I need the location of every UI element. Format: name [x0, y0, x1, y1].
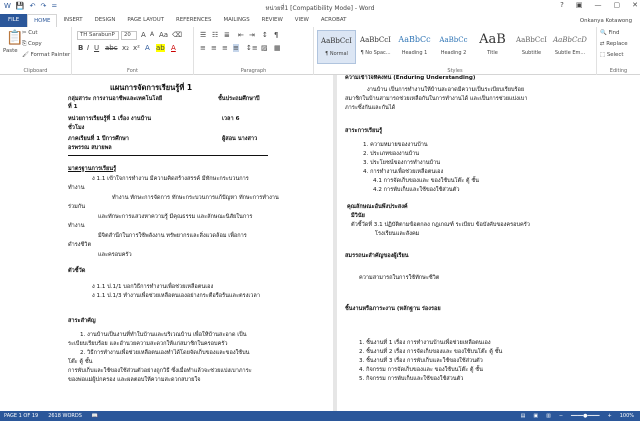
tab-insert[interactable]: INSERT	[63, 17, 83, 23]
cut-label: Cut	[28, 30, 38, 36]
font-color-icon[interactable]: A	[171, 44, 176, 52]
style-name: Heading 2	[440, 50, 467, 56]
style-sample: AaBbCc	[439, 36, 468, 44]
hours-text: ชั่วโมง	[68, 125, 85, 131]
minimize-icon[interactable]: —	[594, 1, 602, 9]
page-count[interactable]: PAGE 1 OF 19	[4, 413, 39, 419]
line-spacing-icon[interactable]: ↕≡	[246, 44, 258, 52]
proofing-icon[interactable]: 📖	[91, 413, 99, 419]
multilevel-list-icon[interactable]: ≣	[224, 31, 230, 39]
paragraph-label: Paragraph	[240, 68, 267, 74]
teacher-label: ผู้สอน นางสาว	[222, 136, 258, 142]
bold-icon[interactable]: B	[78, 44, 84, 52]
undo-icon[interactable]: ↶	[29, 2, 36, 10]
styles-label: Styles	[447, 68, 463, 74]
find-label: Find	[608, 30, 620, 36]
shading-icon[interactable]: ▨	[261, 44, 268, 52]
style-normal[interactable]	[317, 30, 356, 64]
style-sample: AaBbCcI	[516, 36, 547, 44]
bullets-icon[interactable]: ☰	[200, 31, 207, 39]
styles-group	[314, 27, 597, 75]
standard-line: ทำงาน ทักษะการจัดการ ทักษะกระบวนการแก้ปัญหา ทักษะการทำงาน	[112, 195, 279, 201]
subject-line: กลุ่มสาระ การงานอาชีพและเทคโนโลยี	[68, 96, 163, 102]
zoom-out-icon[interactable]: −	[558, 413, 564, 419]
change-case-icon[interactable]: Aa	[159, 31, 169, 39]
content-item: 2. ประเภทของงานบ้าน	[363, 151, 420, 157]
competency-heading: สมรรถนะสำคัญของผู้เรียน	[345, 253, 409, 259]
ribbon-tab-bar	[0, 14, 640, 27]
title-bar	[0, 0, 640, 14]
standard-line: ทำงาน	[68, 185, 85, 191]
core-line: 1. งานบ้านเป็นงานที่ทำในบ้านและบริเวณบ้าน เพื่อให้บ้านสะอาด เป็น	[80, 332, 247, 338]
competency-line: ความสามารถในการใช้ทักษะชีวิต	[359, 275, 440, 281]
tab-mailings[interactable]: MAILINGS	[223, 17, 250, 23]
read-mode-icon[interactable]: ▤	[520, 413, 526, 419]
paste-icon: 📋	[6, 30, 24, 46]
clear-format-icon[interactable]: ⌫	[172, 31, 182, 39]
standards-heading: มาตรฐานการเรียนรู้	[68, 166, 117, 172]
plan-heading: แผนการจัดการเรียนรู้ที่ 1	[110, 83, 193, 92]
editing-label: Editing	[609, 68, 628, 74]
justify-icon[interactable]: ≡	[233, 44, 239, 52]
replace-button[interactable]: ⇄ Replace	[600, 41, 628, 47]
text-effects-icon[interactable]: A	[145, 44, 150, 52]
superscript-icon[interactable]: x²	[133, 44, 140, 52]
core-line: โต๊ะ ตู้ ชั้น	[68, 359, 93, 365]
standard-line: ร่วมกัน	[68, 204, 86, 210]
strikethrough-icon[interactable]: abc	[105, 44, 118, 52]
zoom-in-icon[interactable]: +	[607, 413, 612, 419]
content-item: 1. ความหมายของงานบ้าน	[363, 142, 428, 148]
style-heading-2[interactable]	[434, 30, 473, 64]
style-heading-1[interactable]	[395, 30, 434, 64]
zoom-controls	[521, 413, 640, 419]
style-sample: AaBbCcI	[360, 36, 391, 44]
core-line: 2. วิธีการทำงานเพื่อช่วยเหลือตนเองทำได้โดยจัดเก็บของและของใช้บน	[80, 350, 250, 356]
content-heading: สาระการเรียนรู้	[345, 128, 383, 134]
numbering-icon[interactable]: ☷	[212, 31, 219, 39]
tab-page-layout[interactable]: PAGE LAYOUT	[127, 17, 165, 23]
style-title[interactable]	[473, 30, 512, 64]
subject-num: ที่ 1	[68, 104, 78, 110]
style-sample: AaB	[479, 32, 506, 47]
style-name: Subtle Em...	[554, 50, 586, 56]
style-name: Title	[487, 50, 498, 56]
style-sample: AaBbCc	[398, 35, 431, 44]
font-size-field[interactable]: 20	[121, 31, 137, 40]
indicator-line: ง 1.1 ป.1/3 ทำงานเพื่อช่วยเหลือตนเองอย่างกระตือรือร้นและตรงเวลา	[92, 293, 260, 299]
core-line: ระเบียบเรียบร้อย และอำนวยความสะดวกให้แก่สมาชิกในครอบครัว	[68, 341, 228, 347]
align-right-icon[interactable]: ≡	[222, 44, 228, 52]
word-logo-icon: W	[4, 2, 11, 10]
content-subitem: 4.1 การจัดเก็บของและ ของใช้บนโต๊ะ ตู้ ชั้น	[373, 178, 479, 184]
format-painter-button[interactable]: 🖌 Format Painter	[22, 52, 71, 58]
underline-icon[interactable]: U	[94, 44, 100, 52]
work-item: 3. ชิ้นงานที่ 3 เรื่อง การพับเก็บและใช้ของใช้ส่วนตัว	[359, 358, 483, 364]
replace-label: Replace	[606, 41, 628, 47]
pilcrow-icon[interactable]: ¶	[274, 31, 279, 39]
eu-line: ภาระซึ่งกันและกันได้	[345, 105, 396, 111]
core-line: การพับเก็บและใช้ของใช้ส่วนตัวอย่างถูกวิธี ซึ่งเมื่อทำแล้วจะช่วยแบ่งเบาภาระ	[68, 368, 252, 374]
standard-line: และทักษะการแสวงหาความรู้ มีคุณธรรม และลักษณะนิสัยในการ	[98, 214, 253, 220]
customize-qat-icon[interactable]: =	[51, 2, 58, 10]
align-center-icon[interactable]: ≡	[211, 44, 217, 52]
user-name[interactable]: Onkanya Kotawong	[579, 17, 632, 24]
style-name: Subtitle	[521, 50, 542, 56]
format-painter-label: Format Painter	[30, 52, 71, 58]
maximize-icon[interactable]: ▢	[613, 1, 621, 9]
attribute-subheading: มีวินัย	[351, 213, 365, 219]
eu-line: งานบ้าน เป็นการทำงานให้บ้านสะอาดมีความเป็นระเบียบเรียบร้อย	[367, 87, 525, 93]
indicator-line: ง 1.1 ป.1/1 บอกวิธีการทำงานเพื่อช่วยเหลือตนเอง	[92, 284, 214, 290]
eu-line: สมาชิกในบ้านสามารถช่วยเหลือกันในการทำงานได้ และเป็นการช่วยแบ่งเบา	[345, 96, 528, 102]
editing-group	[597, 27, 640, 75]
style-name: ¶ No Spac...	[360, 50, 391, 56]
standard-line: ดำรงชีวิต	[68, 242, 92, 248]
decrease-indent-icon[interactable]: ⇤	[238, 31, 244, 39]
window-controls	[560, 1, 638, 9]
standard-line: ทำงาน	[68, 223, 85, 229]
teacher-name: อรพรรณ สบายพล	[68, 145, 112, 151]
italic-icon[interactable]: I	[87, 44, 90, 52]
ribbon-display-icon[interactable]: ▣	[575, 1, 583, 9]
web-layout-icon[interactable]: ▥	[546, 413, 551, 419]
attribute-line: ตัวชี้วัดที่ 3.1 ปฏิบัติตามข้อตกลง กฎเกณฑ์ ระเบียบ ข้อบังคับของครอบครัว	[351, 222, 530, 228]
content-item: 4. การทำงานเพื่อช่วยเหลือตนเอง	[363, 169, 444, 175]
borders-icon[interactable]: ▦	[274, 44, 281, 52]
help-icon[interactable]: ?	[560, 1, 564, 9]
ribbon	[0, 27, 640, 75]
work-item: 1. ชิ้นงานที่ 1 เรื่อง การทำงานบ้านเพื่อช่วยเหลือตนเอง	[359, 340, 491, 346]
eu-heading: ความเข้าใจที่คงทน (Enduring Understanding)	[345, 75, 476, 81]
header-divider	[68, 155, 268, 156]
style-sample: AaBbCcI	[321, 37, 352, 45]
clipboard-group	[0, 27, 72, 75]
tab-design[interactable]: DESIGN	[94, 17, 116, 23]
work-item: 2. ชิ้นงานที่ 2 เรื่อง การจัดเก็บของและ ของใช้บนโต๊ะ ตู้ ชั้น	[359, 349, 503, 355]
tab-references[interactable]: REFERENCES	[176, 17, 212, 23]
sort-icon[interactable]: ↕	[262, 31, 268, 39]
print-layout-icon[interactable]: ▣	[533, 413, 539, 419]
unit-line: หน่วยการเรียนรู้ที่ 1 เรื่อง งานบ้าน	[68, 116, 152, 122]
tab-acrobat[interactable]: ACROBAT	[320, 17, 347, 23]
standard-line: มีจิตสำนึกในการใช้พลังงาน ทรัพยากรและสิ่งแวดล้อม เพื่อการ	[98, 233, 247, 239]
increase-indent-icon[interactable]: ⇥	[249, 31, 255, 39]
save-icon[interactable]: 💾	[15, 2, 25, 10]
tab-review[interactable]: REVIEW	[261, 17, 283, 23]
document-page-left[interactable]	[0, 75, 333, 411]
tab-home[interactable]: HOME	[27, 14, 57, 27]
style-subtitle[interactable]	[512, 30, 551, 64]
work-item: 5. กิจกรรม การพับเก็บและใช้ของใช้ส่วนตัว	[359, 376, 464, 382]
standard-line: ง 1.1 เข้าใจการทำงาน มีความคิดสร้างสรรค์ มีทักษะกระบวนการ	[92, 176, 249, 182]
core-line: ของพ่อแม่ผู้ปกครอง และผลตอบให้ความสะดวกสบายใจ	[68, 377, 201, 383]
copy-button[interactable]: ⎘ Copy	[22, 41, 42, 47]
content-subitem: 4.2 การพับเก็บและใช้ของใช้ส่วนตัว	[373, 187, 460, 193]
word-count[interactable]: 2618 WORDS	[48, 413, 82, 419]
level-text: ชั้นประถมศึกษาปี	[218, 96, 260, 102]
copy-label: Copy	[28, 41, 42, 47]
style-name: ¶ Normal	[325, 51, 348, 57]
font-label: Font	[127, 68, 138, 74]
font-group	[72, 27, 194, 75]
time-text: เวลา 6	[222, 116, 240, 122]
style-subtle-emphasis[interactable]	[551, 30, 589, 64]
close-icon[interactable]: ✕	[632, 1, 638, 9]
zoom-level[interactable]: 100%	[619, 413, 634, 419]
paste-button[interactable]: Paste	[3, 48, 18, 54]
semester-line: ภาคเรียนที่ 1 ปีการศึกษา	[68, 136, 129, 142]
content-item: 3. ประโยชน์ของการทำงานบ้าน	[363, 160, 441, 166]
indicators-heading: ตัวชี้วัด	[68, 268, 86, 274]
work-heading: ชิ้นงานหรือภาระงาน (หลักฐาน ร่องรอย	[345, 306, 441, 312]
work-item: 4. กิจกรรม การจัดเก็บของและ ของใช้บนโต๊ะ ตู้ ชั้น	[359, 367, 483, 373]
status-bar	[0, 411, 640, 421]
style-name: Heading 1	[401, 50, 428, 56]
attribute-line: โรงเรียนและสังคม	[375, 231, 420, 237]
standard-line: และครอบครัว	[98, 252, 132, 258]
select-label: Select	[606, 52, 624, 58]
window-title: หน่วยที่1 [Compatibility Mode] - Word	[265, 5, 375, 12]
find-button[interactable]: 🔍 Find	[600, 30, 620, 36]
redo-icon[interactable]: ↷	[40, 2, 47, 10]
tab-view[interactable]: VIEW	[294, 17, 309, 23]
cut-button[interactable]: ✂ Cut	[22, 30, 38, 36]
select-button[interactable]: ⬚ Select	[600, 52, 624, 58]
highlight-icon[interactable]: ab	[156, 44, 165, 52]
style-no-spacing[interactable]	[356, 30, 395, 64]
subscript-icon[interactable]: x₂	[122, 44, 129, 52]
clipboard-label: Clipboard	[23, 68, 48, 74]
paragraph-group	[194, 27, 314, 75]
zoom-slider[interactable]: ━━━━●━━━━	[571, 413, 600, 419]
style-sample: AaBbCcD	[553, 36, 587, 44]
shrink-font-icon[interactable]: A	[150, 31, 155, 38]
document-area[interactable]	[0, 75, 640, 411]
document-page-right[interactable]	[337, 75, 640, 411]
font-name-field[interactable]: TH SarabunP	[77, 31, 119, 40]
tab-file[interactable]: FILE	[0, 14, 27, 27]
align-left-icon[interactable]: ≡	[200, 44, 206, 52]
attribute-heading: คุณลักษณะอันพึงประสงค์	[347, 204, 408, 210]
grow-font-icon[interactable]: A	[141, 31, 146, 39]
core-heading: สาระสำคัญ	[68, 318, 96, 324]
